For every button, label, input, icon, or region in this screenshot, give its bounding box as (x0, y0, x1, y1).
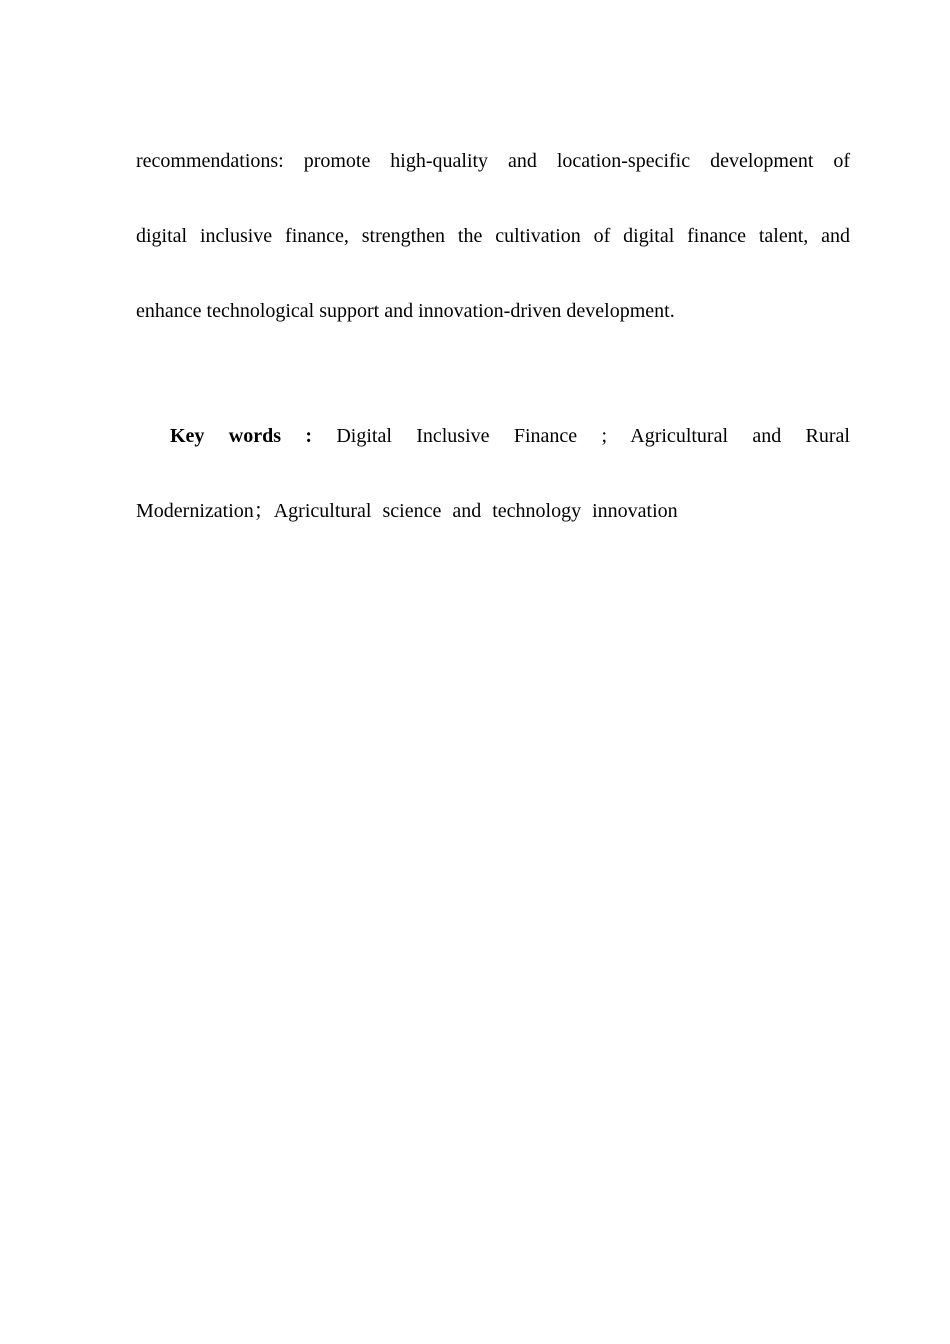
keywords-text: Digital Inclusive Finance ; Agricultural and Rural (336, 425, 850, 447)
abstract-line: enhance technological support and innovation-driven development. (136, 300, 675, 322)
keywords-line (136, 399, 850, 474)
keywords-section (136, 399, 850, 549)
abstract-line: recommendations: promote high-quality and location-specific development of (136, 150, 850, 172)
keywords-line: Modernization；Agricultural science and technology innovation (136, 500, 678, 522)
abstract-line: digital inclusive finance, strengthen the cultivation of digital finance talent, and (136, 225, 850, 247)
abstract-paragraph (136, 124, 850, 349)
keywords-label: Key words : (170, 425, 312, 447)
